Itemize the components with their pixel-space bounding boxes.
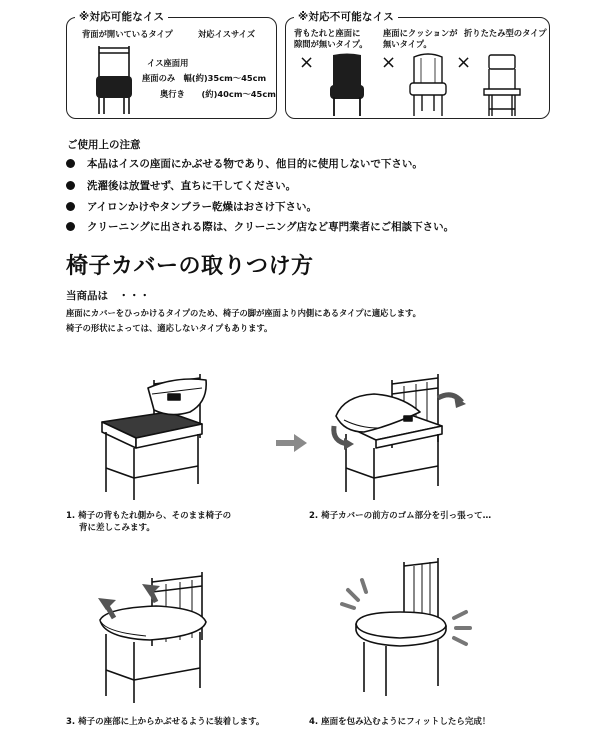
no-cushion-chair-icon: [408, 53, 448, 117]
incompatible-box-title: ※対応不可能なイス: [294, 9, 398, 24]
usage-note-1-text: 本品はイスの座面にかぶせる物であり、他目的に使用しないで下さい。: [87, 158, 423, 170]
compatible-chair-box: [66, 11, 277, 119]
usage-note-2-text: 洗濯後は放置せず、直ちに干してください。: [87, 180, 297, 192]
howto-subtitle: 当商品は ・・・: [66, 290, 150, 302]
bullet-icon: [66, 222, 75, 231]
bullet-icon: [66, 202, 75, 211]
seat-size-heading: イス座面用: [147, 58, 189, 68]
step4-illustration: [342, 556, 472, 696]
usage-note-1: [66, 156, 423, 171]
step2-illustration: [330, 372, 470, 502]
incompatible-type-2-line2: 無いタイプ。: [383, 39, 432, 49]
howto-title: 椅子カバーの取りつけ方: [66, 254, 314, 279]
incompatible-type-2-line1: 座面にクッションが: [383, 28, 458, 38]
cross-mark-3-icon: ×: [456, 52, 472, 73]
step1-text-line2: 背に差しこみます。: [79, 523, 155, 533]
incompatible-type-1-line1: 背もたれと座面に: [294, 28, 361, 38]
folding-chair-icon: [482, 53, 524, 117]
bullet-icon: [66, 181, 75, 190]
step1-illustration: [90, 372, 220, 502]
step3-text: 3. 椅子の座部に上からかぶせるように装着します。: [66, 717, 265, 727]
howto-description-line2: 椅子の形状によっては、適応しないタイプもあります。: [66, 323, 273, 333]
step3-illustration: [90, 570, 220, 705]
step1-text-line1: 1. 椅子の背もたれ側から、そのまま椅子の: [66, 511, 232, 521]
usage-note-3: [66, 199, 317, 214]
solid-back-chair-icon: [328, 53, 366, 117]
arrow-right-icon: [276, 432, 308, 454]
usage-note-4-text: クリーニングに出される際は、クリーニング店など専門業者にご相談下さい。: [87, 221, 455, 233]
compatible-type-label: 背面が開いているタイプ: [82, 29, 173, 39]
howto-description-line1: 座面にカバーをひっかけるタイプのため、椅子の脚が座面より内側にあるタイプに適応します。: [66, 308, 421, 318]
cross-mark-2-icon: ×: [381, 52, 397, 73]
cross-mark-1-icon: ×: [299, 52, 315, 73]
incompatible-type-3-line1: 折りたたみ型のタイプ: [464, 28, 547, 38]
seat-width-range: 座面のみ 幅(約)35cm～45cm: [142, 73, 267, 83]
usage-note-3-text: アイロンかけやタンブラー乾燥はおさけ下さい。: [87, 201, 318, 213]
seat-depth-range: 奥行き (約)40cm～45cm: [160, 89, 276, 99]
open-back-chair-icon: [94, 44, 134, 116]
step4-text: 4. 座面を包み込むようにフィットしたら完成！: [309, 717, 491, 727]
step2-text: 2. 椅子カバーの前方のゴム部分を引っ張って…: [309, 511, 492, 521]
usage-note-4: [66, 219, 454, 234]
usage-note-2: [66, 178, 296, 193]
bullet-icon: [66, 159, 75, 168]
incompatible-chair-box: [285, 11, 550, 119]
compatible-size-header: 対応イスサイズ: [198, 29, 256, 39]
usage-notes-title: ご使用上の注意: [67, 139, 141, 151]
incompatible-type-1-line2: 隙間が無いタイプ。: [294, 39, 368, 49]
compatible-box-title: ※対応可能なイス: [75, 9, 168, 24]
